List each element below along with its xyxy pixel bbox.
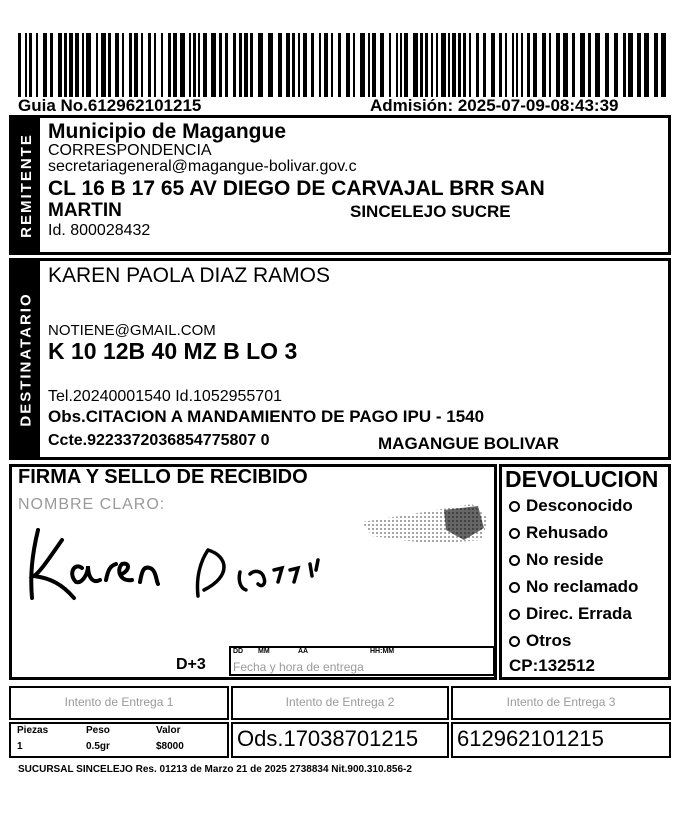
devolucion-option-desconocido[interactable]: Desconocido	[509, 496, 633, 516]
barcode-bar	[353, 33, 355, 97]
barcode-bar	[533, 33, 537, 97]
barcode-bar	[458, 33, 461, 97]
destinatario-side-label: DESTINATARIO	[12, 261, 40, 457]
date-caption: Fecha y hora de entrega	[233, 660, 364, 674]
remitente-city: SINCELEJO SUCRE	[350, 202, 511, 221]
barcode-bar	[380, 33, 384, 97]
barcode-bar	[389, 33, 391, 97]
radio-icon	[509, 636, 520, 647]
barcode-bar	[614, 33, 618, 97]
firma-title: FIRMA Y SELLO DE RECIBIDO	[18, 466, 308, 488]
barcode-graphic	[18, 33, 670, 97]
barcode-bar	[211, 33, 216, 97]
destinatario-name: KAREN PAOLA DIAZ RAMOS	[48, 264, 331, 287]
barcode-bar	[563, 33, 568, 97]
barcode-bar	[154, 33, 156, 97]
barcode-bar	[233, 33, 236, 97]
barcode-bar	[404, 33, 408, 97]
header-valor: Valor	[156, 725, 181, 736]
remitente-side-label: REMITENTE	[12, 118, 40, 252]
barcode-bar	[168, 33, 171, 97]
barcode-bar	[588, 33, 591, 97]
barcode-bar	[331, 33, 333, 97]
barcode-bar	[605, 33, 609, 97]
barcode-bar	[661, 33, 666, 97]
guide-number: 612962101215	[457, 726, 604, 751]
barcode-bar	[198, 33, 200, 97]
barcode-bar	[180, 33, 185, 97]
destinatario-email: NOTIENE@GMAIL.COM	[48, 322, 216, 339]
barcode-bar	[161, 33, 163, 97]
barcode-bar	[134, 33, 138, 97]
remitente-name: Municipio de Magangue	[48, 120, 287, 143]
barcode-bar	[311, 33, 314, 97]
nombre-claro-label: NOMBRE CLARO:	[18, 496, 166, 513]
intento-3-label: Intento de Entrega 3	[506, 695, 616, 709]
barcode-bar	[372, 33, 376, 97]
signature-graphic	[18, 510, 348, 610]
remitente-address-1: CL 16 B 17 65 AV DIEGO DE CARVAJAL BRR SAN	[48, 177, 545, 200]
barcode-bar	[96, 33, 98, 97]
barcode-bar	[115, 33, 119, 97]
remitente-dept: CORRESPONDENCIA	[48, 142, 212, 159]
barcode-bar	[436, 33, 438, 97]
barcode-bar	[268, 33, 273, 97]
devolucion-option-no-reside[interactable]: No reside	[509, 550, 603, 570]
destinatario-ccte: Ccte.9223372036854775807 0	[48, 432, 270, 449]
barcode-bar	[303, 33, 307, 97]
barcode-bar	[628, 33, 633, 97]
barcode-bar	[420, 33, 423, 97]
barcode-bar	[193, 33, 196, 97]
barcode-bar	[396, 33, 398, 97]
barcode-bar	[595, 33, 600, 97]
devolucion-option-otros[interactable]: Otros	[509, 631, 571, 651]
remitente-email: secretariageneral@magangue-bolivar.gov.c	[48, 158, 357, 175]
value-valor: $8000	[156, 741, 184, 752]
barcode-bar	[505, 33, 507, 97]
barcode-bar	[491, 33, 495, 97]
barcode-bar	[250, 33, 253, 97]
barcode-bar	[278, 33, 282, 97]
destinatario-city: MAGANGUE BOLIVAR	[378, 434, 560, 453]
barcode-bar	[448, 33, 450, 97]
radio-icon	[509, 501, 520, 512]
barcode-bar	[654, 33, 658, 97]
barcode-bar	[549, 33, 551, 97]
barcode-bar	[18, 33, 21, 97]
date-header-mm: MM	[258, 648, 270, 655]
barcode-bar	[521, 33, 523, 97]
intento-1-label: Intento de Entrega 1	[64, 695, 174, 709]
barcode-bar	[25, 33, 27, 97]
guia-number: Guia No.612962101215	[18, 96, 202, 115]
barcode	[18, 33, 670, 97]
barcode-bar	[483, 33, 486, 97]
stamp-smudge	[352, 500, 492, 550]
remitente-id: Id. 800028432	[48, 222, 151, 239]
barcode-bar	[368, 33, 370, 97]
destinatario-address: K 10 12B 40 MZ B LO 3	[48, 338, 298, 364]
barcode-bar	[542, 33, 546, 97]
barcode-bar	[225, 33, 228, 97]
barcode-bar	[476, 33, 479, 97]
devolucion-cp: CP:132512	[509, 656, 596, 675]
barcode-bar	[29, 33, 32, 97]
admision-datetime: Admisión: 2025-07-09-08:43:39	[370, 96, 619, 115]
barcode-bar	[512, 33, 514, 97]
barcode-bar	[580, 33, 585, 97]
date-header-hhmm: HH:MM	[370, 648, 395, 655]
footer-text: SUCURSAL SINCELEJO Res. 01213 de Marzo 21 de 2025 2738834 Nit.900.310.856-2	[18, 764, 412, 775]
barcode-bar	[75, 33, 79, 97]
barcode-bar	[400, 33, 402, 97]
barcode-bar	[425, 33, 428, 97]
barcode-bar	[244, 33, 248, 97]
barcode-bar	[441, 33, 446, 97]
radio-icon	[509, 555, 520, 566]
destinatario-obs: Obs.CITACION A MANDAMIENTO DE PAGO IPU - 1540	[48, 407, 485, 426]
value-peso: 0.5gr	[86, 741, 110, 752]
ods-number: Ods.17038701215	[237, 726, 419, 751]
barcode-bar	[36, 33, 38, 97]
barcode-bar	[516, 33, 518, 97]
barcode-bar	[431, 33, 433, 97]
devolucion-title: DEVOLUCION	[505, 466, 659, 492]
barcode-bar	[129, 33, 132, 97]
barcode-bar	[463, 33, 466, 97]
barcode-bar	[286, 33, 290, 97]
destinatario-tel: Tel.20240001540 Id.1052955701	[48, 388, 282, 405]
barcode-bar	[219, 33, 222, 97]
barcode-bar	[203, 33, 207, 97]
barcode-bar	[292, 33, 295, 97]
barcode-bar	[86, 33, 91, 97]
barcode-bar	[324, 33, 328, 97]
barcode-bar	[64, 33, 67, 97]
barcode-bar	[623, 33, 626, 97]
barcode-bar	[360, 33, 365, 97]
barcode-bar	[413, 33, 418, 97]
barcode-bar	[637, 33, 641, 97]
barcode-bar	[644, 33, 649, 97]
barcode-bar	[58, 33, 62, 97]
devolucion-option-direc-errada[interactable]: Direc. Errada	[509, 604, 632, 624]
barcode-bar	[469, 33, 471, 97]
barcode-bar	[319, 33, 321, 97]
barcode-bar	[141, 33, 143, 97]
devolucion-option-no-reclamado[interactable]: No reclamado	[509, 577, 638, 597]
date-header-dd: DD	[233, 648, 244, 655]
barcode-bar	[82, 33, 84, 97]
barcode-bar	[298, 33, 300, 97]
barcode-bar	[452, 33, 456, 97]
barcode-bar	[499, 33, 502, 97]
barcode-bar	[101, 33, 106, 97]
radio-icon	[509, 582, 520, 593]
barcode-bar	[239, 33, 242, 97]
barcode-bar	[258, 33, 263, 97]
barcode-bar	[148, 33, 151, 97]
date-header-aa: AA	[298, 648, 309, 655]
header-peso: Peso	[86, 725, 110, 736]
barcode-bar	[122, 33, 124, 97]
value-piezas: 1	[17, 741, 23, 752]
barcode-bar	[338, 33, 341, 97]
radio-icon	[509, 528, 520, 539]
barcode-bar	[346, 33, 350, 97]
remitente-address-2: MARTIN	[48, 200, 122, 221]
barcode-bar	[189, 33, 191, 97]
intento-2-label: Intento de Entrega 2	[285, 695, 395, 709]
barcode-bar	[108, 33, 111, 97]
header-piezas: Piezas	[17, 725, 49, 736]
d3-label: D+3	[176, 656, 206, 673]
barcode-bar	[43, 33, 47, 97]
devolucion-option-rehusado[interactable]: Rehusado	[509, 523, 608, 543]
radio-icon	[509, 609, 520, 620]
barcode-bar	[527, 33, 530, 97]
barcode-bar	[173, 33, 177, 97]
barcode-bar	[50, 33, 53, 97]
barcode-bar	[572, 33, 575, 97]
barcode-bar	[69, 33, 73, 97]
barcode-bar	[556, 33, 560, 97]
